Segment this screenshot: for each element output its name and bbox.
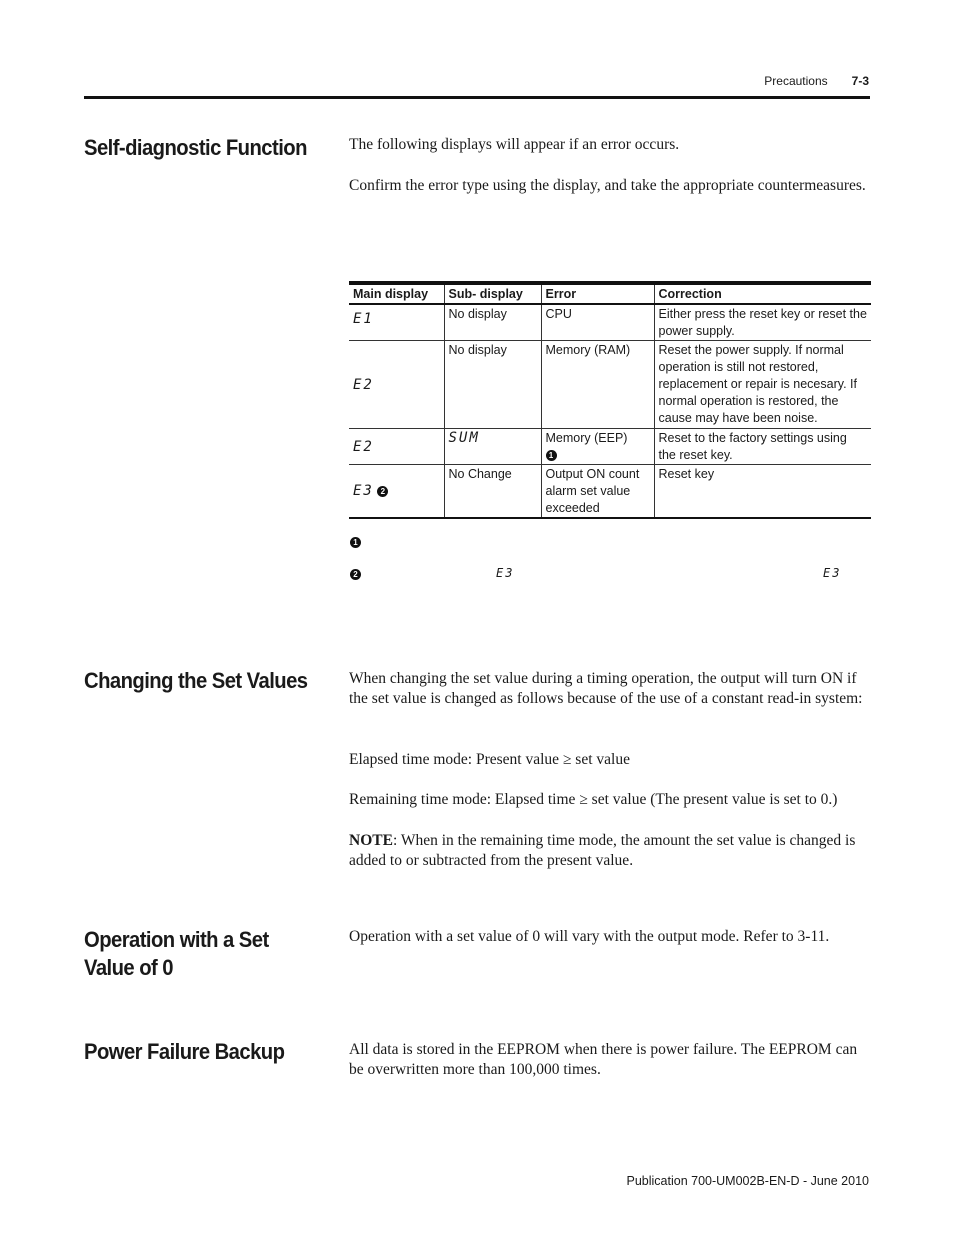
table-row (349, 341, 871, 429)
main-display-code: E1 (353, 311, 374, 327)
error-cell: CPU (541, 304, 654, 341)
correction-cell: Reset the power supply. If normal operation is still not restored, replacement or repair is necesary. If normal operation is restored, the cause may have been noise. (654, 341, 871, 429)
note-text: : When in the remaining time mode, the amount the set value is changed is added to or subtracted from the present value. (349, 832, 856, 869)
footnote-marker-1: 1 (546, 450, 557, 461)
footnote-2-e3-code: E3 (496, 566, 515, 580)
table-row (349, 465, 871, 519)
changing-set-values-intro: When changing the set value during a timing operation, the output will turn ON if the set value is changed as follows because of the use of a constant read-in system: (349, 670, 863, 707)
heading-power-failure: Power Failure Backup (84, 1039, 285, 1064)
table-row (349, 429, 871, 465)
error-cell-text: Memory (EEP) (545, 431, 628, 445)
column-header-main-display: Main display (349, 283, 444, 304)
footnote-2-e3-code-right: E3 (823, 566, 842, 580)
error-cell: Output ON count alarm set value exceeded (541, 465, 654, 519)
footnote-1-marker: 1 (350, 537, 361, 548)
power-failure-text: All data is stored in the EEPROM when there is power failure. The EEPROM can be overwritten more than 100,000 times. (349, 1041, 858, 1078)
table-row (349, 304, 871, 341)
running-head (764, 74, 869, 88)
correction-cell: Either press the reset key or reset the power supply. (654, 304, 871, 341)
main-display-code: E2 (353, 376, 374, 393)
heading-self-diagnostic: Self-diagnostic Function (84, 135, 307, 160)
error-cell: Memory (RAM) (541, 341, 654, 429)
correction-cell: Reset to the factory settings using the reset key. (654, 429, 871, 465)
note-label: NOTE (349, 832, 393, 849)
column-header-correction: Correction (654, 283, 871, 304)
sub-display-cell: No Change (444, 465, 541, 519)
error-table (349, 281, 871, 519)
main-display-code: E2 (353, 438, 374, 455)
column-header-sub-display: Sub- display (444, 283, 541, 304)
operation-zero-text: Operation with a set value of 0 will vary with the output mode. Refer to 3-11. (349, 928, 830, 945)
main-display-code: E3 (353, 483, 374, 499)
self-diagnostic-intro: The following displays will appear if an error occurs. (349, 136, 680, 153)
remaining-time-mode-text: Remaining time mode: Elapsed time ≥ set value (The present value is set to 0.) (349, 791, 838, 808)
table-header-row (349, 283, 871, 304)
sub-display-cell: No display (444, 341, 541, 429)
header-rule (84, 96, 870, 99)
sub-display-code: SUM (448, 430, 480, 446)
running-head-section: Precautions (764, 74, 828, 88)
sub-display-cell: No display (444, 304, 541, 341)
note-paragraph (349, 831, 871, 871)
error-cell (541, 429, 654, 465)
heading-operation-zero: Operation with a Set Value of 0 (84, 927, 269, 980)
correction-cell: Reset key (654, 465, 871, 519)
footer-publication: Publication 700-UM002B-EN-D - June 2010 (626, 1174, 869, 1188)
self-diagnostic-instruction: Confirm the error type using the display, and take the appropriate countermeasures. (349, 177, 866, 194)
heading-changing-set-values: Changing the Set Values (84, 668, 308, 693)
page-number: 7-3 (851, 74, 869, 88)
elapsed-time-mode-text: Elapsed time mode: Present value ≥ set value (349, 751, 630, 768)
column-header-error: Error (541, 283, 654, 304)
footnote-marker-2: 2 (377, 486, 388, 497)
footnote-2-marker: 2 (350, 569, 361, 580)
